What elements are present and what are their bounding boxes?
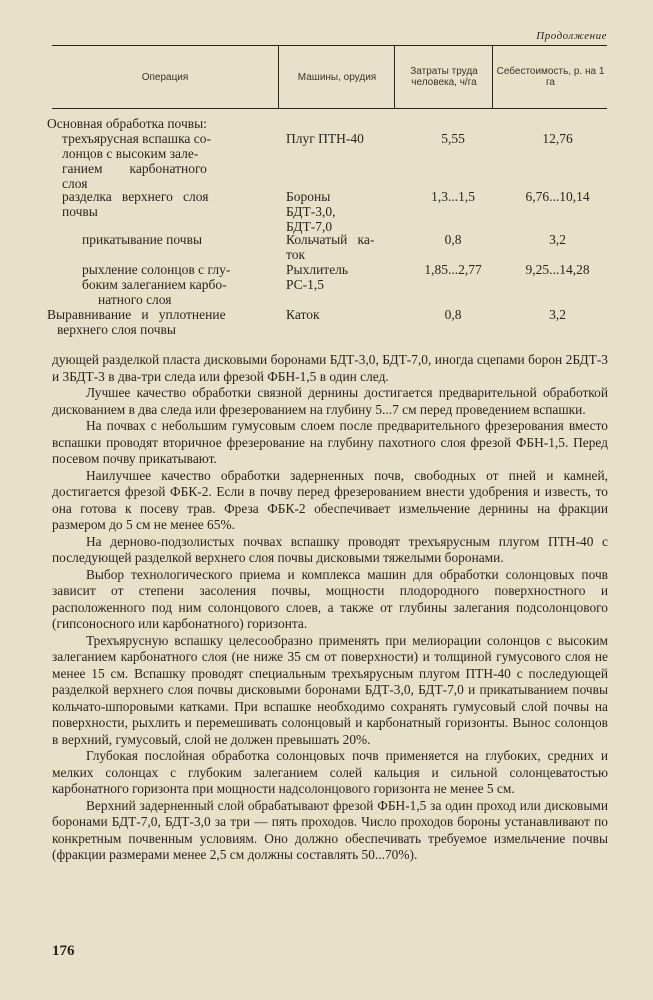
operation-line: верхнего слоя почвы [57, 322, 176, 337]
operation-line: боким залеганием карбо- [82, 277, 227, 292]
operation-line: разделка верхнего слоя [62, 189, 209, 204]
table-header [52, 45, 607, 109]
operation-line: почвы [62, 204, 98, 219]
machine-line: Плуг ПТН-40 [286, 131, 364, 146]
continuation-label: Продолжение [536, 30, 607, 42]
row-labor: 0,8 [444, 232, 462, 247]
paragraph: Верхний задерненный слой обрабатывают фрезой ФБН-1,5 за один проход или дисковыми боронами БДТ-7,0, БДТ-3,0 за три — пять проходов. Число проходов бороны устанавливают по конкретным почвенным условиям. Оно должно обеспечивать требуемое измельчение почвы (фракции размерами менее 2,5 см должны составлять 50...70%). [52, 797, 608, 862]
machine-line: Рыхлитель [286, 262, 349, 277]
machine-line: РС-1,5 [286, 277, 325, 292]
row-labor: 1,85...2,77 [424, 262, 482, 277]
operation-line: слоя [62, 176, 88, 191]
operation-line: прикатывание почвы [82, 232, 203, 247]
paragraph: На почвах с небольшим гумусовым слоем после предварительного фрезерования вместо вспашки проводят вторичное фрезерование на глубину пахотного слоя фрезой ФБН-1,5. Перед посевом почву прикатывают. [52, 418, 608, 466]
machine-line: Каток [286, 307, 320, 322]
machine-line: БДТ-7,0 [286, 219, 333, 234]
section-title: Основная обработка почвы: [47, 116, 207, 131]
header-machines: Машины, орудия [278, 46, 395, 108]
machine-line: Бороны [286, 189, 331, 204]
row-machine [286, 131, 398, 146]
row-machine [286, 262, 398, 292]
row-operation [62, 131, 288, 191]
paragraph: Глубокая послойная обработка солонцовых почв применяется на глубоких, средних и мелких солонцах с глубоким залеганием солей кальция и сильной солонцеватостью карбонатного горизонта при мощности надсолонцового горизонта не менее 5 см. [52, 748, 608, 796]
operation-line: лонцов с высоким зале- [62, 146, 199, 161]
paragraph: Трехъярусную вспашку целесообразно применять при мелиорации солонцов с высоким залеганием карбонатного слоя (не ниже 35 см от поверхности) и толщиной гумусового слоя не менее 15 см. Вспашку проводят специальным трехъярусным плугом ПТН-40 с последующей разделкой верхнего слоя почвы дисковыми боронами БДТ-3,0, БДТ-7,0 и прикатыванием почвы кольчато-шпоровыми катками. При вспашке необходимо сохранять гумусовый слой почвы на поверхности, рыхлить и перемешивать солонцовый и карбонатный горизонты. Вынос солонцов в верхний, гумусовый, слой не должен превышать 20%. [52, 632, 608, 747]
operation-line: ганием карбонатного [62, 161, 207, 176]
row-operation [82, 262, 288, 307]
paragraph: На дерново-подзолистых почвах вспашку проводят трехъярусным плугом ПТН-40 с последующей разделкой верхнего слоя почвы дисковыми тяжелыми боронами. [52, 533, 608, 565]
row-labor: 0,8 [444, 307, 462, 322]
paragraph: Наилучшее качество обработки задерненных почв, свободных от пней и камней, достигается фрезой ФБК-2. Если в почву перед фрезерованием внести удобрения и известь, то она готова к посеву трав. Фреза ФБК-2 обеспечивает измельчение дернины на фракции размером до 5 см не менее 65%. [52, 467, 608, 532]
body-text [52, 352, 608, 864]
paragraph: Лучшее качество обработки связной дернины достигается предварительной обработкой дискованием в два следа или фрезерованием на глубину 5...7 см перед проведением вспашки. [52, 385, 608, 417]
row-labor: 1,3...1,5 [431, 189, 475, 204]
row-machine [286, 307, 398, 322]
row-labor: 5,55 [441, 131, 465, 146]
header-operation: Операция [141, 71, 189, 83]
row-cost: 3,2 [549, 307, 566, 322]
operation-line: рыхление солонцов с глу- [82, 262, 231, 277]
row-cost: 9,25...14,28 [525, 262, 590, 277]
page-number: 176 [52, 943, 75, 959]
operation-line: Выравнивание и уплотнение [47, 307, 226, 322]
row-operation [62, 189, 288, 219]
row-cost: 3,2 [549, 232, 566, 247]
paragraph: Выбор технологического приема и комплекса машин для обработки солонцовых почв зависит от степени засоления почвы, мощности плодородного поверхностного и расположенного под ним солонцового слоев, а также от глубины залегания подсолонцового (гипсоносного или карбонатного) горизонта. [52, 566, 608, 631]
header-cost: Себестоимость, р. на 1 га [492, 46, 608, 108]
row-cost: 6,76...10,14 [525, 189, 590, 204]
row-operation [82, 232, 308, 247]
operation-line: трехъярусная вспашка со- [62, 131, 212, 146]
row-cost: 12,76 [542, 131, 573, 146]
row-machine [286, 232, 398, 262]
machine-line: БДТ-3,0, [286, 204, 336, 219]
row-machine [286, 189, 398, 234]
paragraph: дующей разделкой пласта дисковыми боронами БДТ-3,0, БДТ-7,0, иногда сцепами борон 2БДТ-3 и 3БДТ-3 в два-три следа или фрезой ФБН-1,5 в один след. [52, 352, 608, 384]
operation-line: натного слоя [98, 292, 172, 307]
machine-line: ток [286, 247, 306, 262]
machine-line: Кольчатый ка- [286, 232, 375, 247]
operations-table [47, 45, 607, 337]
row-operation [47, 307, 287, 337]
header-labor: Затраты труда человека, ч/га [394, 46, 493, 108]
